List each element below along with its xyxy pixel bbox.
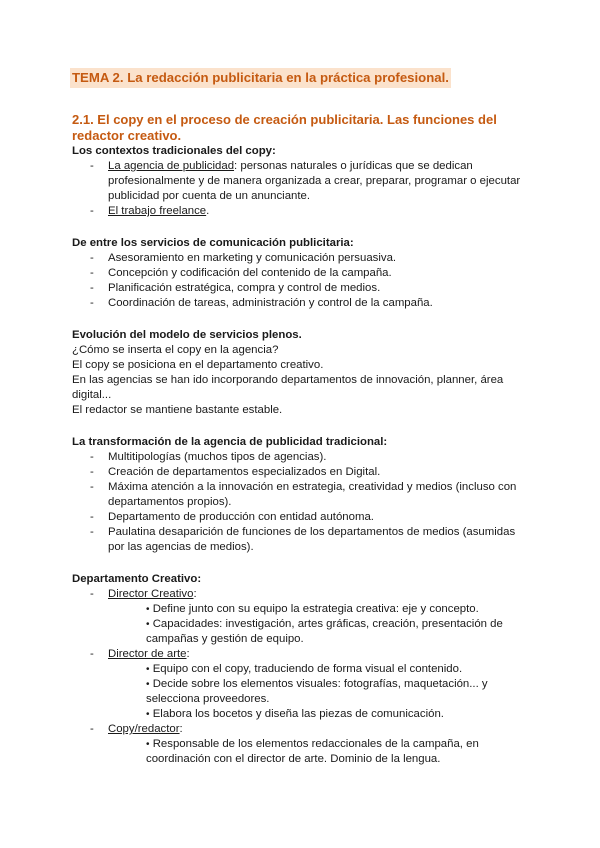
list-item — [72, 159, 532, 204]
transformation-heading: La transformación de la agencia de publicidad tradicional: — [72, 436, 388, 448]
role-suffix: : — [179, 723, 183, 735]
contexts-list — [72, 159, 532, 219]
role-point — [146, 677, 532, 707]
contexts-item-text: : personas naturales o jurídicas que se dedican profesionalmente y de manera organizada a crear, preparar, programar o ejecutar publicidad por cuenta de un anunciante. — [108, 160, 521, 202]
role-point — [146, 707, 532, 722]
list-item: - Asesoramiento en marketing y comunicación persuasiva. — [72, 251, 532, 266]
transformation-block — [72, 435, 532, 555]
list-item: - Creación de departamentos especializados en Digital. — [72, 465, 532, 480]
contexts-item-lead: El trabajo freelance — [108, 205, 207, 217]
evolution-block — [72, 328, 532, 418]
evolution-line: El redactor se mantiene bastante estable. — [72, 404, 283, 416]
contexts-item-lead: La agencia de publicidad — [108, 160, 235, 172]
bullet-icon: • — [146, 604, 150, 615]
section-heading: 2.1. El copy en el proceso de creación publicitaria. Las funciones del redactor creativo. — [72, 112, 497, 143]
creative-dept-block — [72, 572, 532, 767]
services-list — [72, 251, 532, 311]
bullet-icon: • — [146, 619, 150, 630]
list-item — [72, 204, 532, 219]
role-suffix: : — [193, 588, 197, 600]
list-item: - Máxima atención a la innovación en estrategia, creatividad y medios (incluso con departamentos propios). — [72, 480, 532, 510]
services-heading: De entre los servicios de comunicación publicitaria: — [72, 237, 354, 249]
evolution-heading: Evolución del modelo de servicios plenos. — [72, 329, 302, 341]
role-item — [72, 647, 532, 722]
contexts-block — [72, 144, 532, 219]
list-item: - Paulatina desaparición de funciones de los departamentos de medios (asumidas por las agencias de medios). — [72, 525, 532, 555]
contexts-item-text: . — [206, 205, 210, 217]
role-name: Director Creativo — [108, 588, 194, 600]
bullet-icon: • — [146, 664, 150, 675]
role-point — [146, 617, 532, 647]
role-name: Copy/redactor — [108, 723, 180, 735]
creative-dept-heading: Departamento Creativo: — [72, 573, 202, 585]
role-point — [146, 737, 532, 767]
role-name: Director de arte — [108, 648, 187, 660]
role-item — [72, 722, 532, 767]
document-page — [72, 68, 532, 767]
evolution-line: En las agencias se han ido incorporando departamentos de innovación, planner, área digital... — [72, 374, 504, 401]
contexts-heading: Los contextos tradicionales del copy: — [72, 145, 276, 157]
list-item: - Planificación estratégica, compra y control de medios. — [72, 281, 532, 296]
list-item: - Concepción y codificación del contenido de la campaña. — [72, 266, 532, 281]
role-point — [146, 602, 532, 617]
role-point-text: Elabora los bocetos y diseña las piezas de comunicación. — [152, 708, 444, 720]
evolution-line: ¿Cómo se inserta el copy en la agencia? — [72, 344, 279, 356]
roles-list — [72, 587, 532, 767]
list-item: - Multitipologías (muchos tipos de agencias). — [72, 450, 532, 465]
role-point-text: Equipo con el copy, traduciendo de forma visual el contenido. — [152, 663, 463, 675]
role-point-text: Responsable de los elementos redaccionales de la campaña, en coordinación con el director de arte. Dominio de la lengua. — [146, 738, 479, 765]
list-item: - Coordinación de tareas, administración y control de la campaña. — [72, 296, 532, 311]
bullet-icon: • — [146, 679, 150, 690]
transformation-list — [72, 450, 532, 555]
page-title: TEMA 2. La redacción publicitaria en la práctica profesional. — [70, 68, 451, 88]
role-point-text: Define junto con su equipo la estrategia creativa: eje y concepto. — [152, 603, 479, 615]
role-points — [108, 737, 532, 767]
role-point-text: Capacidades: investigación, artes gráficas, creación, presentación de campañas y gestión de equipo. — [146, 618, 503, 645]
services-block — [72, 236, 532, 311]
role-points — [108, 602, 532, 647]
bullet-icon: • — [146, 709, 150, 720]
evolution-line: El copy se posiciona en el departamento creativo. — [72, 359, 324, 371]
role-point-text: Decide sobre los elementos visuales: fotografías, maquetación... y selecciona proveedores. — [146, 678, 488, 705]
role-suffix: : — [186, 648, 190, 660]
role-points — [108, 662, 532, 722]
role-item — [72, 587, 532, 647]
role-point — [146, 662, 532, 677]
bullet-icon: • — [146, 739, 150, 750]
list-item: - Departamento de producción con entidad autónoma. — [72, 510, 532, 525]
